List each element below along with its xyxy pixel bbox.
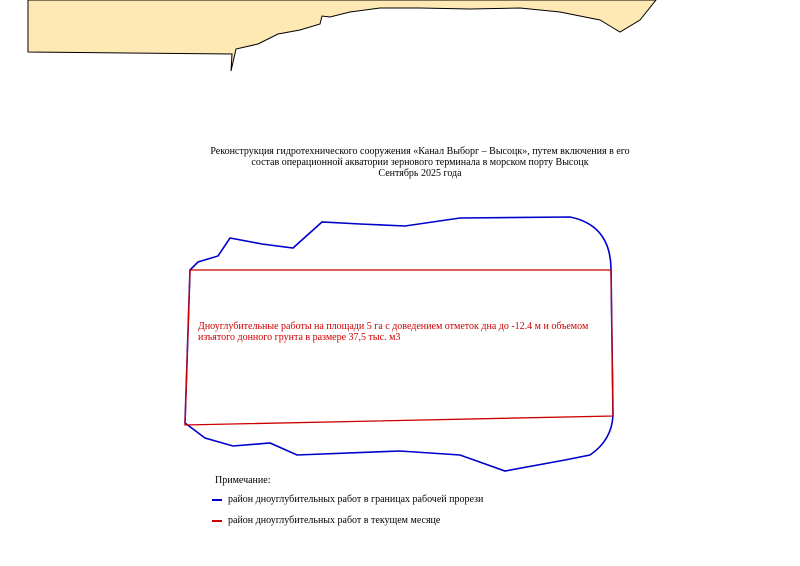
title-line-1: Реконструкция гидротехнического сооружения «Канал Выборг – Высоцк», путем включения в его bbox=[210, 146, 630, 157]
dredging-annotation bbox=[198, 321, 618, 343]
blue-outline-dredging-area bbox=[185, 217, 613, 471]
legend-title: Примечание: bbox=[215, 475, 271, 486]
annotation-line-2: изъятого донного грунта в размере 37,5 тыс. м3 bbox=[198, 332, 401, 343]
legend-swatch-red bbox=[212, 520, 222, 522]
title-line-2: состав операционной акватории зернового терминала в морском порту Высоцк bbox=[251, 157, 589, 168]
map-title bbox=[150, 146, 690, 179]
annotation-line-1: Дноуглубительные работы на площади 5 га с доведением отметок дна до -12.4 м и объемом bbox=[198, 321, 589, 332]
legend-label-red: район дноуглубительных работ в текущем месяце bbox=[228, 515, 441, 526]
legend-item-blue bbox=[212, 494, 483, 506]
legend-label-blue: район дноуглубительных работ в границах рабочей прорези bbox=[228, 494, 484, 505]
legend-swatch-blue bbox=[212, 499, 222, 501]
legend-item-red bbox=[212, 515, 440, 527]
land-area bbox=[28, 0, 656, 71]
title-line-3: Сентябрь 2025 года bbox=[378, 168, 462, 179]
red-outline-current-month bbox=[185, 270, 613, 425]
